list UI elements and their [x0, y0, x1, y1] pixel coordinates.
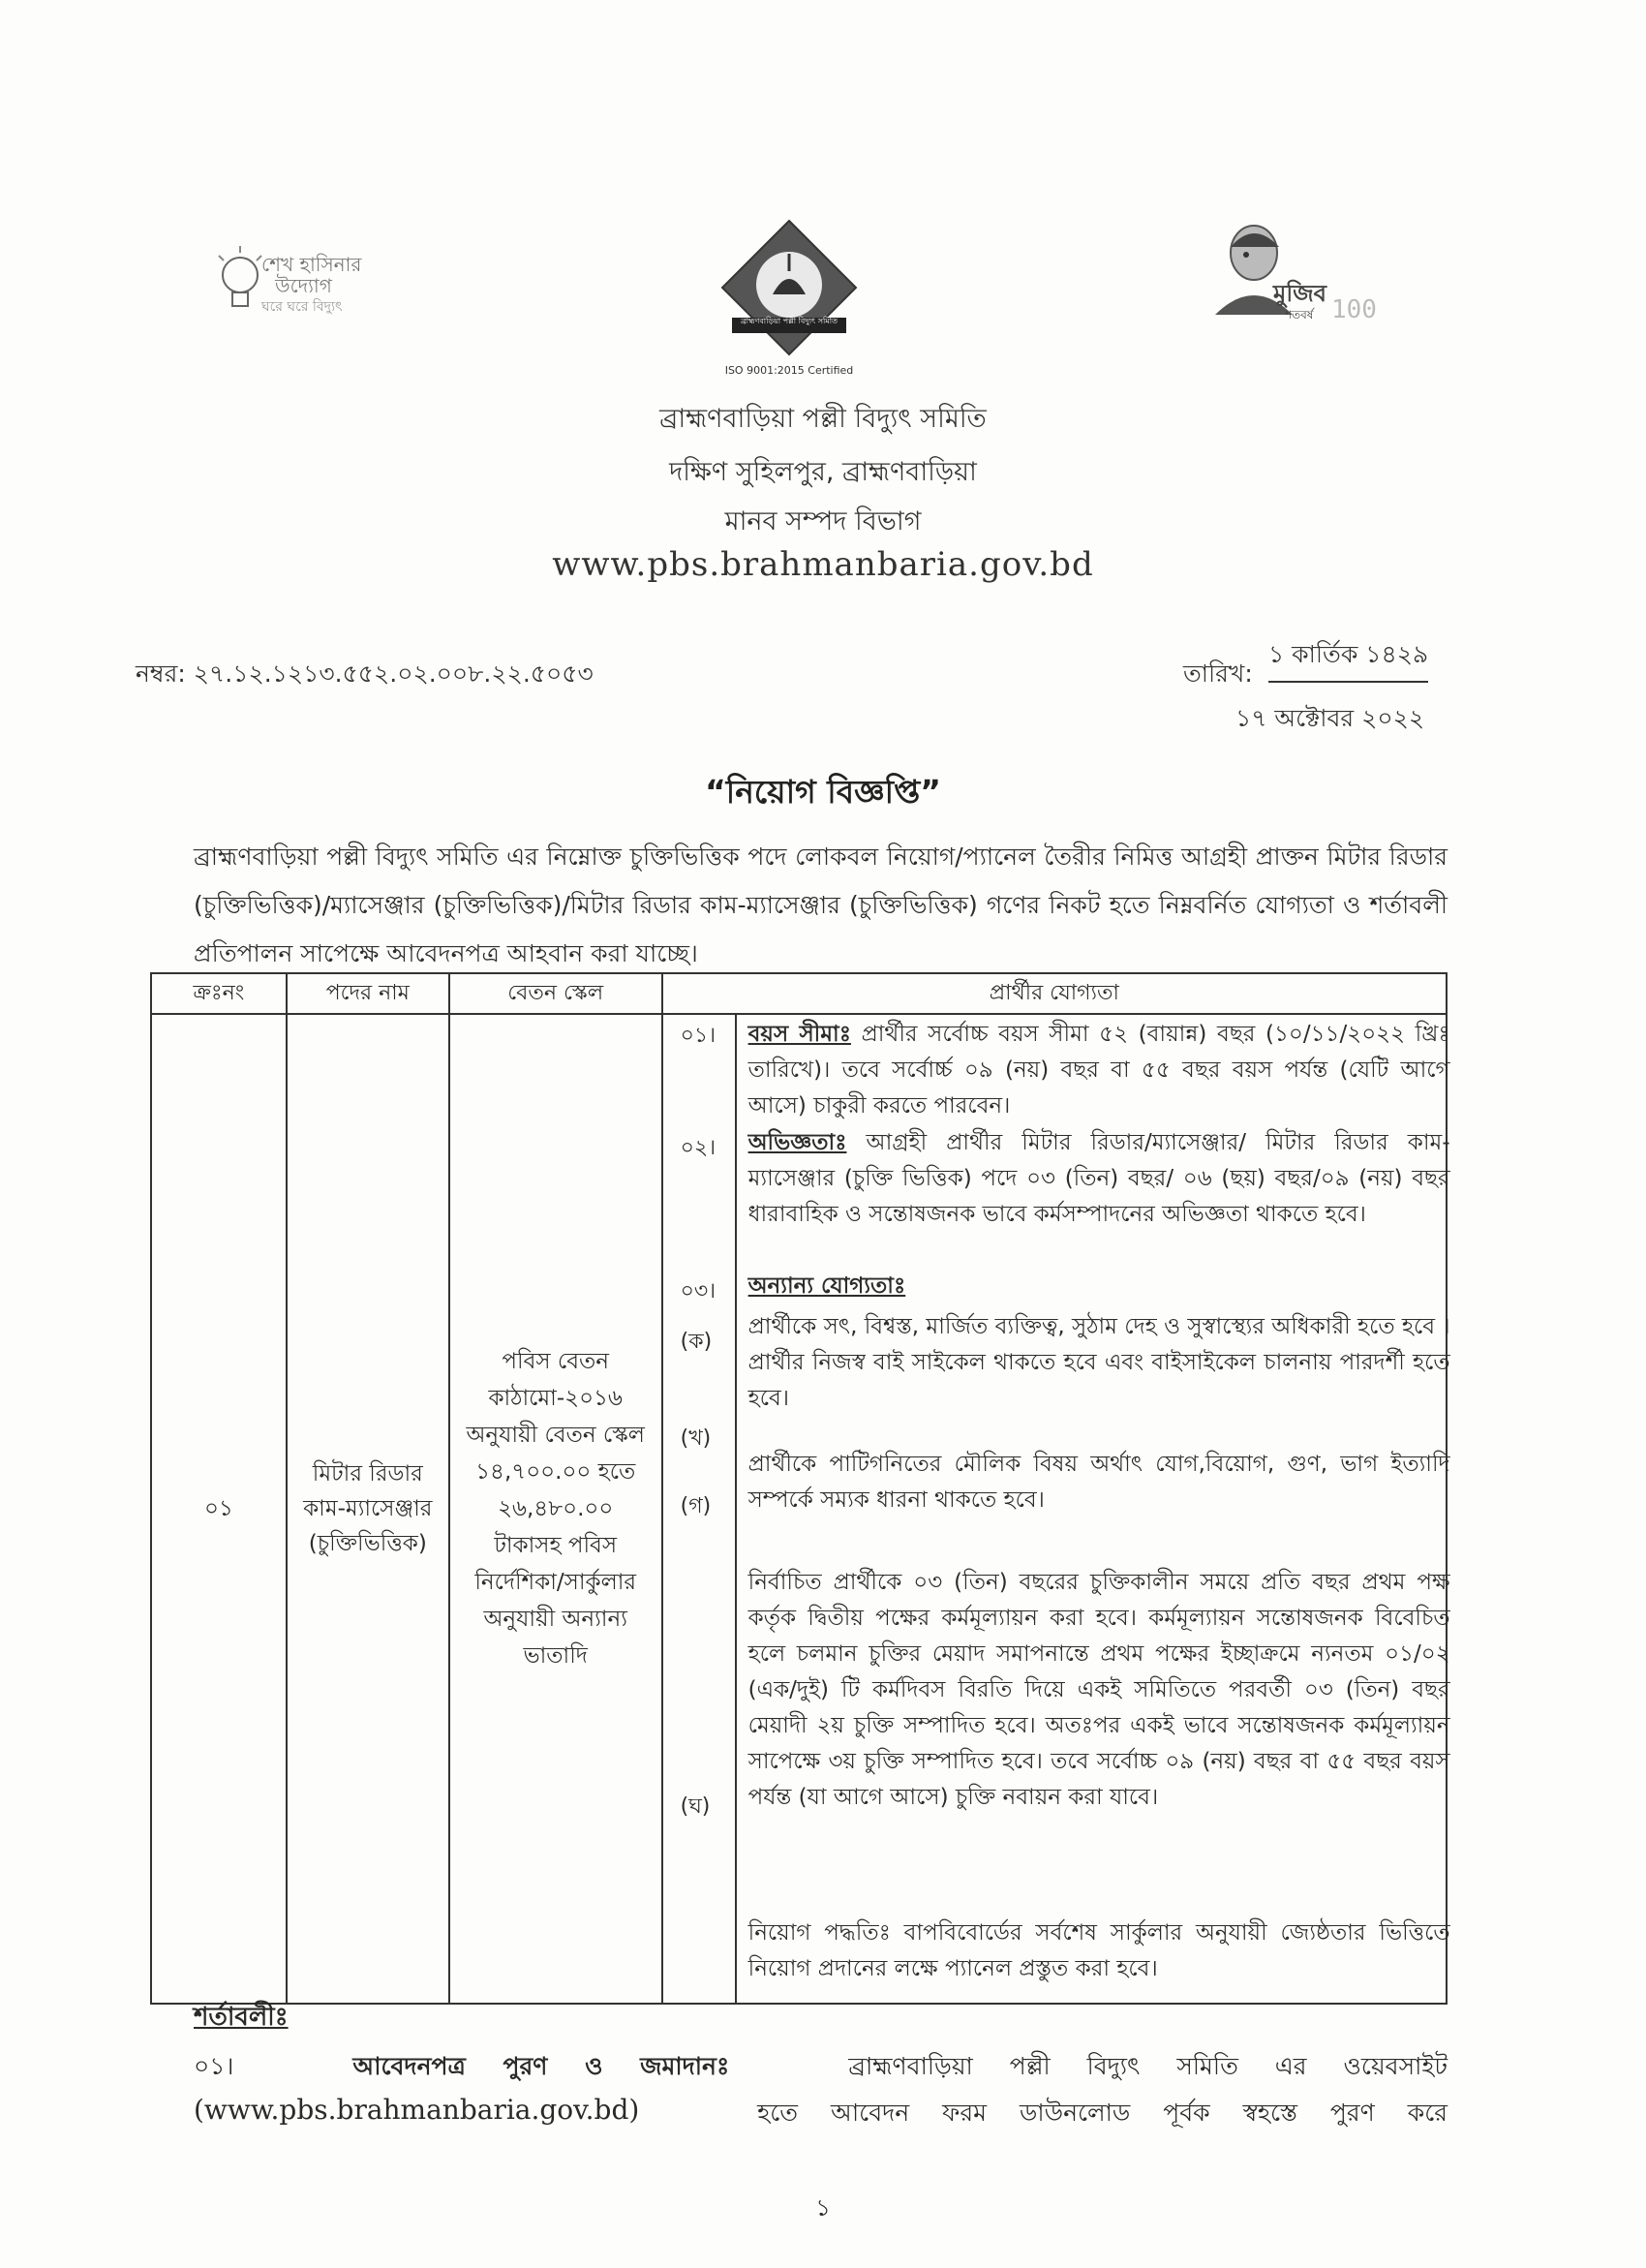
terms-item1-line2: [194, 2094, 1448, 2135]
memo-number: নম্বর: ২৭.১২.১২১৩.৫৫২.০২.০০৮.২২.৫০৫৩: [136, 659, 594, 688]
date-label: তারিখ:: [1183, 659, 1253, 688]
qualification-cell: [662, 1014, 1450, 2004]
notice-title: “নিয়োগ বিজ্ঞপ্তি”: [705, 773, 941, 811]
pbs-emblem-icon: [716, 215, 862, 360]
marker-02: ০২।: [680, 1136, 716, 1160]
website-link[interactable]: www.pbs.brahmanbaria.gov.bd: [552, 545, 1094, 584]
date-english: ১৭ অক্টোবর ২০২২: [1235, 704, 1425, 732]
org-name: ব্রাহ্মণবাড়িয়া পল্লী বিদ্যুৎ সমিতি: [659, 404, 987, 434]
header-serial: ক্রঃনং: [151, 973, 287, 1014]
table-row: [151, 1014, 1447, 2004]
salary-cell: পবিস বেতন কাঠামো-২০১৬ অনুযায়ী বেতন স্কেল ১৪,৭০০.০০ হতে ২৬,৪৮০.০০ টাকাসহ পবিস নির্দেশিকা/সার্কুলার অনুযায়ী অন্যান্য ভাতাদি: [449, 1014, 662, 2004]
qualification-divider: [735, 1015, 737, 2003]
other-qualification-heading: [748, 1269, 1450, 1304]
logo-left-line1: শেখ হাসিনার: [261, 253, 362, 276]
marker-ka: (ক): [680, 1330, 713, 1354]
qualification-a: প্রার্থীকে সৎ, বিশ্বস্ত, মার্জিত ব্যক্তিত্ব, সুঠাম দেহ ও সুস্বাস্থ্যের অধিকারী হতে হবে । প্রার্থীর নিজস্ব বাই সাইকেল থাকতে হবে এবং বাইসাইকেল চালনায় পারদর্শী হতে হবে।: [747, 1314, 1450, 1411]
notice-intro: ব্রাহ্মণবাড়িয়া পল্লী বিদ্যুৎ সমিতি এর নিম্নোক্ত চুক্তিভিত্তিক পদে লোকবল নিয়োগ/প্যানেল তৈরীর নিমিত্ত আগ্রহী প্রাক্তন মিটার রিডার (চুক্তিভিত্তিক)/ম্যাসেঞ্জার (চুক্তিভিত্তিক)/মিটার রিডার কাম-ম্যাসেঞ্জার (চুক্তিভিত্তিক) গণের নিকট হতে নিম্নবর্নিত যোগ্যতা ও শর্তাবলী প্রতিপালন সাপেক্ষে আবেদনপত্র আহবান করা যাচ্ছে।: [194, 843, 1448, 967]
qualification-c: নির্বাচিত প্রার্থীকে ০৩ (তিন) বছরের চুক্তিকালীন সময়ে প্রতি বছর প্রথম পক্ষ কর্তৃক দ্বিতীয় পক্ষের কর্মমূল্যায়ন করা হবে। কর্মমূল্যায়ন সন্তোষজনক বিবেচিত হলে চলমান চুক্তির মেয়াদ সমাপনান্তে প্রথম পক্ষের ইচ্ছাক্রমে ন্যনতম ০১/০২ (এক/দুই) টি কর্মদিবস বিরতি দিয়ে একই সমিতিতে পরবর্তী ০৩ (তিন) বছর মেয়াদী ২য় চুক্তি সম্পাদিত হবে। অতঃপর একই ভাবে সন্তোষজনক কর্মমূল্যায়ন সাপেক্ষে ৩য় চুক্তি সম্পাদিত হবে। তবে সর্বোচ্চ ০৯ (নয়) বছর বা ৫৫ বছর বয়স পর্যন্ত (যা আগে আসে) চুক্তি নবায়ন করা যাবে।: [747, 1570, 1450, 1810]
header-post: পদের নাম: [287, 973, 449, 1014]
logo-left-line3: ঘরে ঘরে বিদ্যুৎ: [261, 299, 343, 315]
pbs-emblem-logo: [716, 215, 862, 384]
qualification-b: প্রার্থীকে পাটিগনিতের মৌলিক বিষয় অর্থাৎ যোগ,বিয়োগ, গুণ, ভাগ ইত্যাদি সম্পর্কে সম্যক ধারনা থাকতে হবে।: [747, 1452, 1450, 1513]
terms-item1-text: ব্রাহ্মণবাড়িয়া পল্লী বিদ্যুৎ সমিতি এর ওয়েবসাইট: [848, 2052, 1448, 2080]
sheikh-hasina-initiative-logo: [211, 242, 405, 339]
age-limit-text: প্রার্থীর সর্বোচ্চ বয়স সীমা ৫২ (বায়ান্ন) বছর (১০/১১/২০২২ খ্রিঃ তারিখে)। তবে সর্বোর্চ্চ ০৯ (নয়) বছর বা ৫৫ বছর বয়স পর্যন্ত (যেটি আগে আসে) চাকুরী করতে পারবেন।: [747, 1022, 1450, 1119]
experience-text: আগ্রহী প্রার্থীর মিটার রিডার/ম্যাসেঞ্জার/ মিটার রিডার কাম-ম্যাসেঞ্জার (চুক্তি ভিত্তিক) পদে ০৩ (তিন) বছর/ ০৬ (ছয়) বছর/০৯ (নয়) বছর ধারাবাহিক ও সন্তোষজনক ভাবে কর্মসম্পাদনের অভিজ্ঞতা থাকতে হবে।: [747, 1130, 1450, 1227]
requirements-table: [150, 972, 1448, 2005]
qualification-age: [748, 1017, 1450, 1124]
mujib-sub-text: শতবর্ষ: [1285, 308, 1314, 322]
bulb-icon: [211, 242, 269, 329]
department-name: মানব সম্পদ বিভাগ: [724, 506, 922, 536]
org-address: দক্ষিণ সুহিলপুর, ব্রাহ্মণবাড়িয়া: [669, 457, 977, 487]
logo-left-line2: উদ্যোগ: [275, 274, 332, 297]
mujib-100-text: 100: [1331, 295, 1377, 324]
header-salary: বেতন স্কেল: [449, 973, 662, 1014]
marker-03: ০৩।: [680, 1279, 716, 1303]
marker-kha: (খ): [680, 1426, 712, 1451]
post-cell: মিটার রিডার কাম-ম্যাসেঞ্জার (চুক্তিভিত্তিক): [287, 1014, 449, 2004]
marker-01: ০১।: [680, 1024, 716, 1048]
terms-heading: শর্তাবলীঃ: [194, 2003, 289, 2032]
date-bangla: ১ কার্তিক ১৪২৯: [1268, 635, 1428, 683]
header-qualification: প্রার্থীর যোগ্যতা: [662, 973, 1447, 1014]
terms-item1-line1: [194, 2047, 1448, 2089]
emblem-banner-text: ব্রাহ্মণবাড়িয়া পল্লী বিদ্যুৎ সমিতি: [740, 317, 838, 325]
marker-ga: (গ): [680, 1494, 712, 1518]
table-header-row: [151, 973, 1447, 1014]
serial-cell: ০১: [151, 1014, 287, 2004]
qualification-experience: [748, 1125, 1450, 1233]
age-limit-heading: বয়স সীমাঃ: [747, 1022, 851, 1047]
qualification-d: নিয়োগ পদ্ধতিঃ বাপবিবোর্ডের সর্বশেষ সার্কুলার অনুযায়ী জ্যেষ্ঠতার ভিত্তিতে নিয়োগ প্রদানের লক্ষে প্যানেল প্রস্তুত করা হবে।: [747, 1920, 1450, 1981]
mujib-centenary-logo: [1205, 218, 1380, 344]
terms-item1-text2: হতে আবেদন ফরম ডাউনলোড পূর্বক স্বহস্তে পুরণ করে: [757, 2099, 1448, 2127]
experience-heading: অভিজ্ঞতাঃ: [747, 1130, 847, 1155]
terms-item1-heading: আবেদনপত্র পুরণ ও জমাদানঃ: [352, 2052, 730, 2080]
terms-item1-number: ০১।: [194, 2052, 234, 2080]
iso-certified-text: ISO 9001:2015 Certified: [724, 364, 854, 377]
terms-website-link[interactable]: (www.pbs.brahmanbaria.gov.bd): [194, 2094, 640, 2126]
mujib-text: মুজিব: [1273, 280, 1327, 307]
other-qualification-label: অন্যান্য যোগ্যতাঃ: [747, 1273, 906, 1299]
marker-gha: (ঘ): [680, 1794, 711, 1819]
page-number: ১: [815, 2194, 831, 2222]
